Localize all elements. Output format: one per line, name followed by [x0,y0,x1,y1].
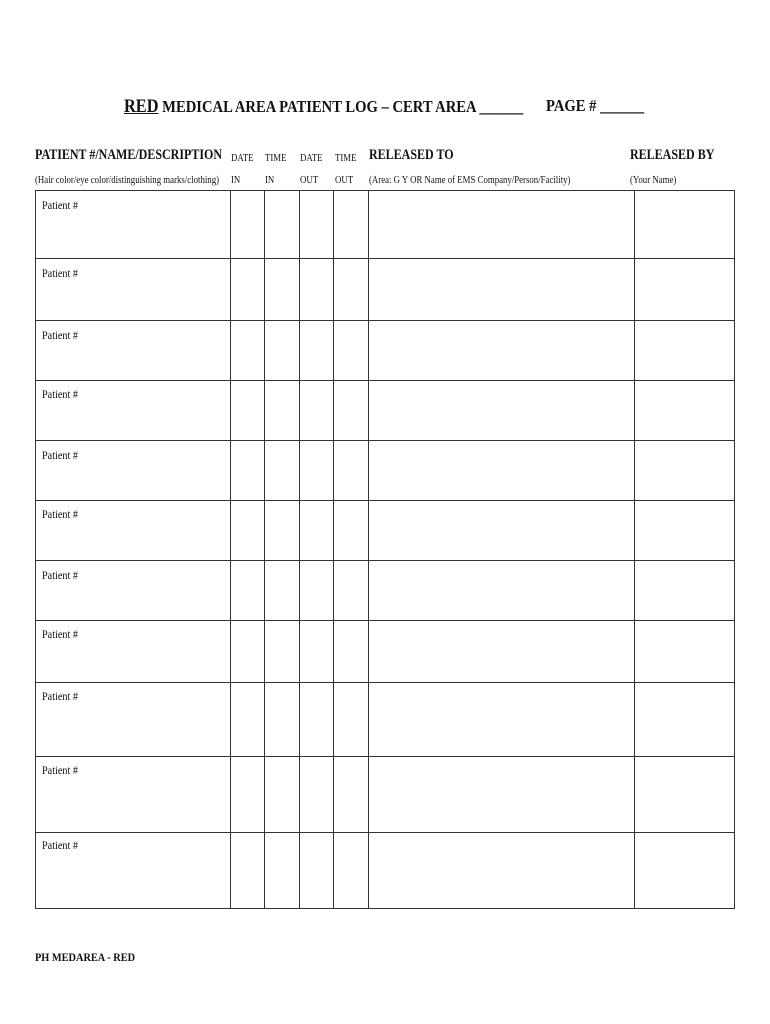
patient-number-label: Patient # [42,627,78,641]
patient-number-label: Patient # [42,328,78,342]
table-row[interactable] [36,259,734,320]
table-row[interactable] [36,833,734,908]
table-row[interactable] [36,501,734,560]
col-subheader-released-to: (Area: G Y OR Name of EMS Company/Person/Facility) [369,174,571,186]
patient-number-label: Patient # [42,507,78,521]
title-text: MEDICAL AREA PATIENT LOG – CERT AREA ______ [158,97,524,116]
col-subheader-patient: (Hair color/eye color/distinguishing marks/clothing) [35,174,220,186]
col-header-time-in: TIME [265,152,287,164]
patient-number-label: Patient # [42,266,78,280]
table-column-right-border [734,190,735,908]
col-header-patient: PATIENT #/NAME/DESCRIPTION [35,147,223,163]
table-row[interactable] [36,381,734,440]
table-row[interactable] [36,757,734,832]
patient-number-label: Patient # [42,568,78,582]
patient-number-label: Patient # [42,689,78,703]
col-subheader-date-out: OUT [300,174,319,186]
col-header-released-by: RELEASED BY [630,147,715,163]
form-footer-code: PH MEDAREA - RED [35,950,136,964]
col-subheader-time-in: IN [265,174,275,186]
form-title [124,96,588,122]
table-row-divider [35,908,735,909]
patient-number-label: Patient # [42,387,78,401]
col-subheader-released-by: (Your Name) [630,174,677,186]
table-row[interactable] [36,321,734,380]
patient-number-label: Patient # [42,448,78,462]
patient-number-label: Patient # [42,763,78,777]
table-row[interactable] [36,441,734,500]
patient-number-label: Patient # [42,838,78,852]
col-subheader-date-in: IN [231,174,241,186]
col-header-time-out: TIME [335,152,357,164]
col-header-date-in: DATE [231,152,254,164]
table-row[interactable] [36,683,734,756]
col-header-released-to: RELEASED TO [369,147,454,163]
title-red-word: RED [124,96,159,117]
patient-log-table [35,190,735,908]
table-row[interactable] [36,191,734,258]
col-subheader-time-out: OUT [335,174,354,186]
table-row[interactable] [36,621,734,682]
patient-number-label: Patient # [42,198,78,212]
table-row[interactable] [36,561,734,620]
col-header-date-out: DATE [300,152,323,164]
page-number-field[interactable]: PAGE # ______ [546,96,645,115]
